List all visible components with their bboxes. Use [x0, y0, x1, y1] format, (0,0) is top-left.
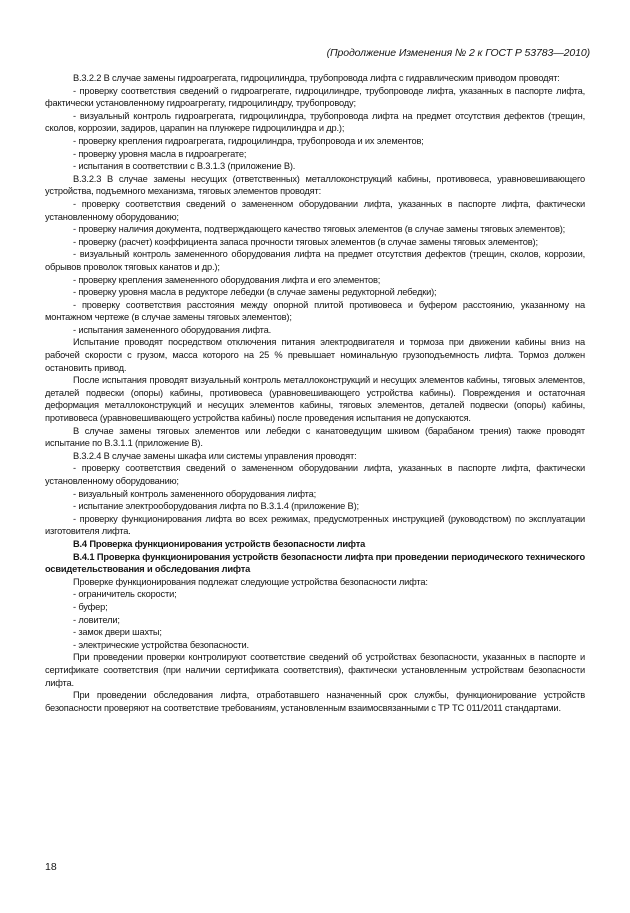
paragraph: Проверке функционирования подлежат следующие устройства безопасности лифта:: [73, 576, 428, 587]
paragraph: В.3.2.4 В случае замены шкафа или системы управления проводят:: [73, 450, 357, 461]
paragraph: - испытания замененного оборудования лифта.: [73, 324, 272, 335]
paragraph: - электрические устройства безопасности.: [73, 639, 249, 650]
paragraph: - проверку соответствия сведений о замененном оборудовании лифта, указанных в паспорте лифта, фактически установленному оборудованию;: [45, 198, 585, 222]
section-heading: В.4 Проверка функционирования устройств безопасности лифта: [73, 538, 366, 549]
paragraph: - проверку (расчет) коэффициента запаса прочности тяговых элементов (в случае замены тяговых элементов);: [73, 236, 538, 247]
running-header: (Продолжение Изменения № 2 к ГОСТ Р 53783—2010): [326, 47, 590, 59]
paragraph: - замок двери шахты;: [73, 627, 162, 638]
paragraph: Испытание проводят посредством отключения питания электродвигателя и тормоза при движении кабины вниз на рабочей скорости с грузом, масса которого на 25 % превышает номинальную грузоподъемность лифта. Тормоз должен остановить привод.: [45, 337, 585, 373]
paragraph: - ловители;: [73, 614, 120, 625]
paragraph: - проверку соответствия сведений о замененном оборудовании лифта, указанных в паспорте лифта, фактически установленному оборудованию;: [45, 463, 585, 486]
page-number: 18: [45, 861, 57, 873]
paragraph: - визуальный контроль гидроагрегата, гидроцилиндра, трубопровода лифта на предмет отсутствия дефектов (трещин, сколов, коррозии, задиров, царапин на плунжере гидроцилиндра и др.);: [45, 110, 585, 134]
paragraph: - проверку функционирования лифта во всех режимах, предусмотренных инструкцией (руководством) по эксплуатации изготовителя лифта.: [45, 513, 585, 537]
paragraph: - проверку крепления замененного оборудования лифта и его элементов;: [73, 274, 381, 285]
subsection-heading: В.4.1 Проверка функционирования устройств безопасности лифта при проведении периодического технического освидетельствования и обследования лифта: [45, 551, 585, 575]
paragraph: В случае замены тяговых элементов или лебедки с канатоведущим шкивом (барабаном трения) также проводят испытание по В.3.1.1 (приложение В).: [45, 425, 585, 449]
paragraph: - испытания в соответствии с В.3.1.3 (приложение В).: [73, 161, 296, 172]
paragraph: - проверку соответствия сведений о гидроагрегате, гидроцилиндре, трубопроводе лифта, указанных в паспорте лифта, фактически установленному гидроагрегату, гидроцилиндру, трубопроводу;: [45, 85, 585, 109]
paragraph: - визуальный контроль замененного оборудования лифта;: [73, 488, 316, 499]
paragraph: После испытания проводят визуальный контроль металлоконструкций и несущих элементов кабины, тяговых элементов, деталей подвески (опоры) кабины, противовеса (уравновешивающего устройства кабины). Повреждения и остаточная деформация металлоконструкций и несущих элементов кабины, тяговых элементов, деталей подвески (опоры) кабины, противовеса (уравновешивающего устройства кабины) после проведения испытания не допускаются.: [45, 375, 585, 424]
paragraph: - проверку уровня масла в гидроагрегате;: [73, 148, 247, 159]
paragraph: - проверку крепления гидроагрегата, гидроцилиндра, трубопровода и их элементов;: [73, 135, 424, 146]
paragraph: - испытание электрооборудования лифта по В.3.1.4 (приложение В);: [73, 501, 359, 512]
paragraph: При проведении обследования лифта, отработавшего назначенный срок службы, функционирование устройств безопасности проверяют на соответствие требованиям, установленным взаимосвязанными с ТР ТС 011/2011 стандартами.: [45, 690, 585, 713]
paragraph: - буфер;: [73, 601, 108, 612]
body-text: [45, 72, 585, 714]
paragraph: - проверку уровня масла в редукторе лебедки (в случае замены редукторной лебедки);: [73, 287, 437, 298]
paragraph: В.3.2.2 В случае замены гидроагрегата, гидроцилиндра, трубопровода лифта с гидравлическим приводом проводят:: [73, 73, 560, 83]
paragraph: - проверку соответствия расстояния между опорной плитой противовеса и буфером расстоянию, указанному на монтажном чертеже (в случае замены тяговых элементов);: [45, 299, 585, 323]
paragraph: При проведении проверки контролируют соответствие сведений об устройствах безопасности, указанных в паспорте и сертификате соответствия (при наличии сертификата соответствия), фактически установленным устройствам безопасности лифта.: [45, 652, 585, 688]
paragraph: - визуальный контроль замененного оборудования лифта на предмет отсутствия дефектов (трещин, сколов, коррозии, обрывов проволок тяговых канатов и др.);: [45, 249, 585, 272]
paragraph: - проверку наличия документа, подтверждающего качество тяговых элементов (в случае замены тяговых элементов);: [73, 224, 566, 235]
paragraph: В.3.2.3 В случае замены несущих (ответственных) металлоконструкций кабины, противовеса, уравновешивающего устройства, подъемного механизма, тяговых элементов проводят:: [45, 173, 585, 197]
paragraph: - ограничитель скорости;: [73, 589, 177, 600]
